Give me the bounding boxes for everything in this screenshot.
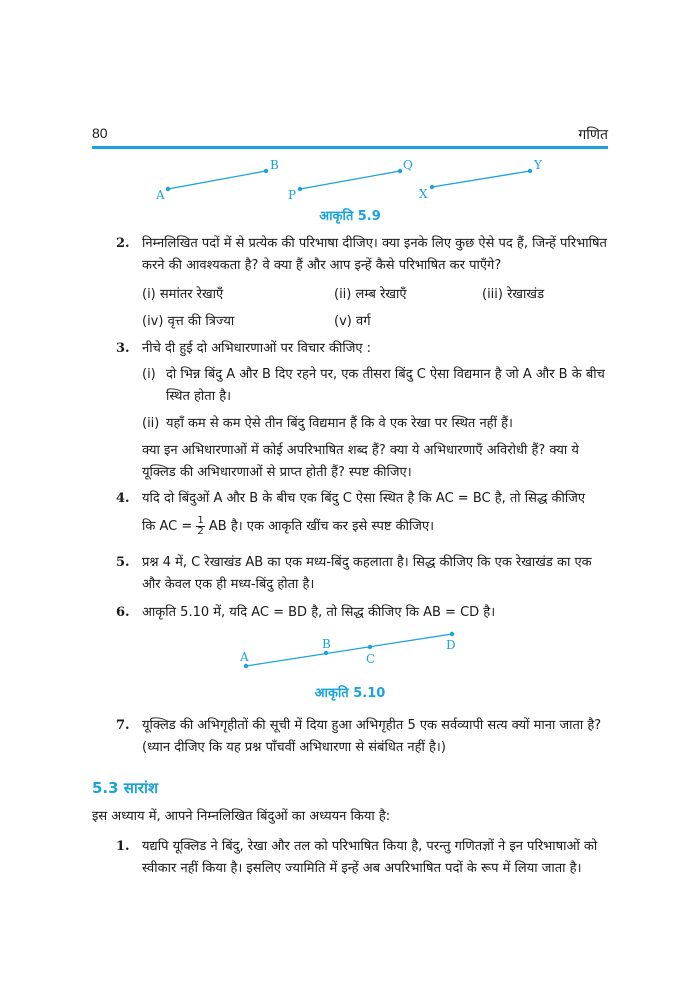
q4-number: 4. — [116, 491, 130, 506]
label-a: A — [240, 650, 249, 664]
q4-line1: यदि दो बिंदुओं A और B के बीच एक बिंदु C ऐसा स्थित है कि AC = BC है, तो सिद्ध कीजिए — [142, 491, 586, 506]
point-y — [528, 169, 532, 173]
point-b — [264, 169, 268, 173]
q3-question: क्या इन अभिधारणाओं में कोई अपरिभाषित शब्द हैं? क्या ये अभिधारणाएँ अविरोधी हैं? क्या ये यूक्लिड की अभिधारणाओं से प्राप्त होती हैं? स्पष्ट कीजिए। — [142, 443, 579, 480]
segment-ab — [168, 171, 266, 189]
label-a: A — [156, 188, 165, 202]
summary-point-1-text: यद्यपि यूक्लिड ने बिंदु, रेखा और तल को परिभाषित किया है, परन्तु गणितज्ञों ने इन परिभाषाओं को स्वीकार नहीं किया है। इसलिए ज्यामिति में इन्हें अब अपरिभाषित पदों के रूप में लिया जाता है। — [142, 839, 598, 876]
line-ad — [246, 634, 452, 666]
q6-number: 6. — [116, 605, 130, 620]
q7-number: 7. — [116, 718, 130, 733]
segment-xy — [432, 171, 530, 187]
label-p: P — [288, 188, 297, 202]
fraction-denominator: 2 — [197, 526, 204, 537]
q2-item-v: (v) वर्ग — [334, 314, 371, 329]
q4-line2-post: AB है। एक आकृति खींच कर इसे स्पष्ट कीजिए। — [208, 519, 435, 534]
q5-number: 5. — [116, 555, 130, 570]
label-q: Q — [403, 158, 413, 172]
q5-text: प्रश्न 4 में, C रेखाखंड AB का एक मध्य-बिंदु कहलाता है। सिद्ध कीजिए कि एक रेखाखंड का एक और केवल एक ही मध्य-बिंदु होता है। — [142, 555, 592, 592]
figure-5-10 — [230, 628, 480, 673]
point-q — [398, 169, 402, 173]
point-a — [166, 187, 170, 191]
q3-intro: नीचे दी हुई दो अभिधारणाओं पर विचार कीजिए : — [142, 341, 372, 356]
q2-item-iii: (iii) रेखाखंड — [482, 287, 545, 302]
page-number: 80 — [92, 125, 108, 141]
q3-number: 3. — [116, 341, 130, 356]
q3-ii-text: यहाँ कम से कम ऐसे तीन बिंदु विद्यमान हैं कि वे एक रेखा पर स्थित नहीं हैं। — [166, 416, 513, 431]
point-x — [430, 185, 434, 189]
point-d — [450, 632, 454, 636]
book-title: गणित — [578, 127, 608, 143]
section-heading: 5.3 सारांश — [92, 779, 159, 797]
q6-text: आकृति 5.10 में, यदि AC = BD है, तो सिद्ध कीजिए कि AB = CD है। — [142, 605, 496, 620]
q3-i-text: दो भिन्न बिंदु A और B दिए रहने पर, एक तीसरा बिंदु C ऐसा विद्यमान है जो A और B के बीच स्थित होता है। — [166, 367, 605, 404]
q2-item-iv: (iv) वृत्त की त्रिज्या — [142, 314, 235, 329]
figure-5-10-caption: आकृति 5.10 — [314, 686, 386, 701]
fraction-numerator: 1 — [197, 515, 204, 526]
fraction-one-half — [196, 516, 204, 537]
q2-item-ii: (ii) लम्ब रेखाएँ — [334, 287, 407, 302]
q4-line2 — [142, 516, 612, 538]
segment-pq — [300, 171, 400, 189]
label-y: Y — [534, 158, 542, 172]
q4-line2-pre: कि AC = — [142, 519, 193, 534]
q2-number: 2. — [116, 236, 130, 251]
label-d: D — [446, 638, 456, 652]
summary-point-1-number: 1. — [116, 839, 130, 854]
q7-text: यूक्लिड की अभिगृहीतों की सूची में दिया हुआ अभिगृहीत 5 एक सर्वव्यापी सत्य क्यों माना जाता है? (ध्यान दीजिए कि यह प्रश्न पाँचवीं अभिधारणा से संबंधित नहीं है।) — [142, 718, 602, 755]
q2-text: निम्नलिखित पदों में से प्रत्येक की परिभाषा दीजिए। क्या इनके लिए कुछ ऐसे पद हैं, जिन्हें परिभाषित करने की आवश्यकता है? वे क्या हैं और आप इन्हें कैसे परिभाषित कर पाएँगे? — [142, 236, 607, 273]
label-c: C — [366, 652, 376, 666]
q3-i-label: (i) — [142, 367, 156, 382]
figure-5-9 — [140, 155, 560, 205]
point-p — [298, 187, 302, 191]
q2-item-i: (i) समांतर रेखाएँ — [142, 287, 224, 302]
label-x: X — [419, 187, 428, 201]
q3-ii-label: (ii) — [142, 416, 160, 431]
point-b — [324, 651, 328, 655]
summary-intro: इस अध्याय में, आपने निम्नलिखित बिंदुओं का अध्ययन किया है: — [92, 809, 391, 824]
point-a — [244, 664, 248, 668]
header-rule — [92, 146, 608, 149]
point-c — [368, 645, 372, 649]
label-b: B — [270, 158, 279, 172]
figure-5-9-caption: आकृति 5.9 — [319, 209, 381, 224]
label-b: B — [322, 637, 331, 651]
